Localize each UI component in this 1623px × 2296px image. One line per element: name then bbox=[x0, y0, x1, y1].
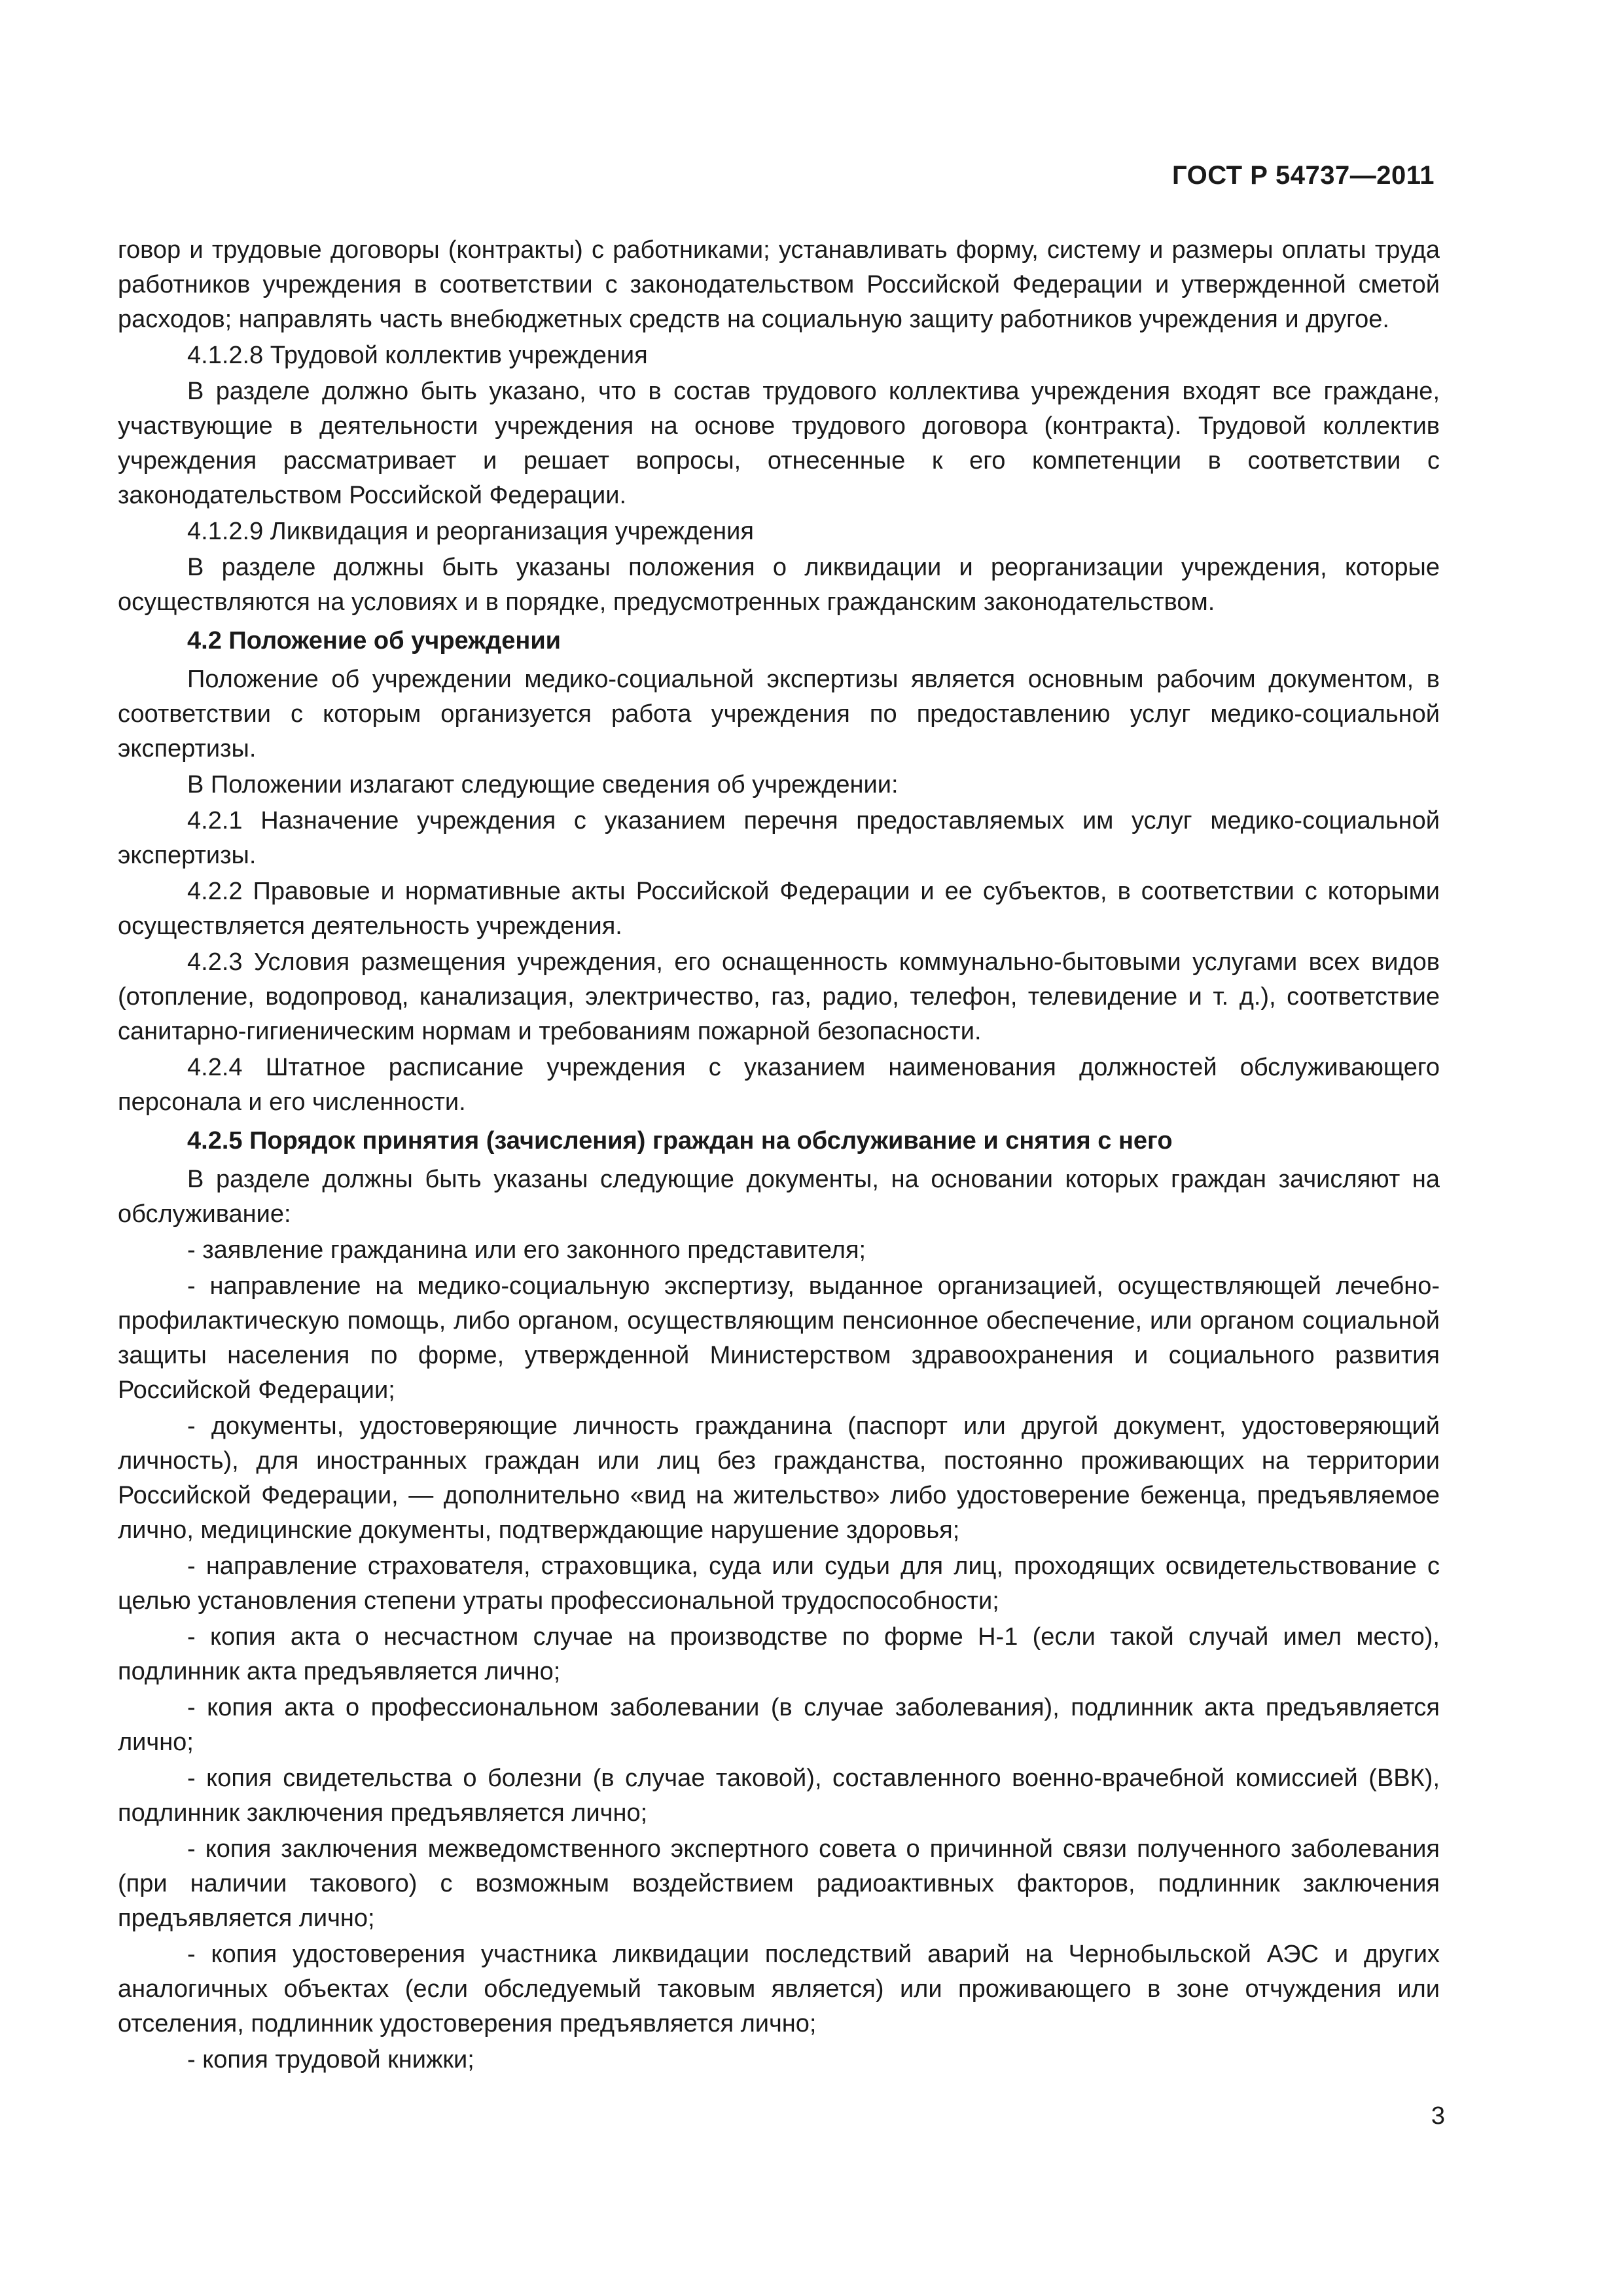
clause-4-2-1: 4.2.1 Назначение учреждения с указанием перечня предоставляемых им услуг медико-социальной экспертизы. bbox=[118, 807, 1440, 869]
clause-heading-4-2-5: 4.2.5 Порядок принятия (зачисления) граждан на обслуживание и снятия с него bbox=[187, 1127, 1173, 1155]
clause-4-2-4: 4.2.4 Штатное расписание учреждения с указанием наименования должностей обслуживающего персонала и его численности. bbox=[118, 1054, 1440, 1116]
list-item: - заявление гражданина или его законного представителя; bbox=[187, 1236, 866, 1264]
list-item: - документы, удостоверяющие личность гражданина (паспорт или другой документ, удостоверяющий личность), для иностранных граждан или лиц без гражданства, постоянно проживающих на территории Российской Федерации, — дополнительно «вид на жительство» либо удостоверение беженца, предъявляемое лично, медицинские документы, подтверждающие нарушение здоровья; bbox=[118, 1412, 1440, 1544]
list-item: - копия свидетельства о болезни (в случае таковой), составленного военно-врачебной комиссией (ВВК), подлинник заключения предъявляется лично; bbox=[118, 1765, 1440, 1827]
clause-heading-4-1-2-8: 4.1.2.8 Трудовой коллектив учреждения bbox=[187, 342, 648, 369]
list-item: - копия акта о несчастном случае на производстве по форме Н-1 (если такой случай имел место), подлинник акта предъявляется лично; bbox=[118, 1623, 1440, 1685]
clause-4-2-3: 4.2.3 Условия размещения учреждения, его оснащенность коммунально-бытовыми услугами всех видов (отопление, водопровод, канализация, электричество, газ, радио, телефон, телевидение и т. д.), соответствие санитарно-гигиеническим нормам и требованиям пожарной безопасности. bbox=[118, 948, 1440, 1045]
paragraph: В Положении излагают следующие сведения об учреждении: bbox=[187, 771, 899, 798]
clause-heading-4-1-2-9: 4.1.2.9 Ликвидация и реорганизация учреждения bbox=[187, 518, 754, 545]
list-item: - направление на медико-социальную экспертизу, выданное организацией, осуществляющей лечебно-профилактическую помощь, либо органом, осуществляющим пенсионное обеспечение, или органом социальной защиты населения по форме, утвержденной Министерством здравоохранения и социального развития Российской Федерации; bbox=[118, 1272, 1440, 1404]
clause-4-2-2: 4.2.2 Правовые и нормативные акты Российской Федерации и ее субъектов, в соответствии с которыми осуществляется деятельность учреждения. bbox=[118, 878, 1440, 940]
section-heading-4-2: 4.2 Положение об учреждении bbox=[187, 627, 562, 655]
document-body bbox=[118, 233, 1440, 2079]
paragraph-continuation: говор и трудовые договоры (контракты) с работниками; устанавливать форму, систему и размеры оплаты труда работников учреждения в соответствии с законодательством Российской Федерации и утвержденной сметой расходов; направлять часть внебюджетных средств на социальную защиту работников учреждения и другое. bbox=[118, 236, 1440, 333]
list-item: - копия акта о профессиональном заболевании (в случае заболевания), подлинник акта предъявляется лично; bbox=[118, 1694, 1440, 1756]
paragraph: В разделе должны быть указаны положения о ликвидации и реорганизации учреждения, которые осуществляются на условиях и в порядке, предусмотренных гражданским законодательством. bbox=[118, 554, 1440, 616]
page-number: 3 bbox=[1431, 2102, 1445, 2130]
list-item: - копия удостоверения участника ликвидации последствий аварий на Чернобыльской АЭС и других аналогичных объектах (если обследуемый таковым является) или проживающего в зоне отчуждения или отселения, подлинник удостоверения предъявляется лично; bbox=[118, 1941, 1440, 2037]
paragraph: Положение об учреждении медико-социальной экспертизы является основным рабочим документом, в соответствии с которым организуется работа учреждения по предоставлению услуг медико-социальной экспертизы. bbox=[118, 666, 1440, 762]
list-item: - копия заключения межведомственного экспертного совета о причинной связи полученного заболевания (при наличии такового) с возможным воздействием радиоактивных факторов, подлинник заключения предъявляется лично; bbox=[118, 1835, 1440, 1932]
paragraph: В разделе должны быть указаны следующие документы, на основании которых граждан зачисляют на обслуживание: bbox=[118, 1166, 1440, 1228]
paragraph: В разделе должно быть указано, что в состав трудового коллектива учреждения входят все граждане, участвующие в деятельности учреждения на основе трудового договора (контракта). Трудовой коллектив учреждения рассматривает и решает вопросы, отнесенные к его компетенции в соответствии с законодательством Российской Федерации. bbox=[118, 378, 1440, 509]
list-item: - направление страхователя, страховщика, суда или судьи для лиц, проходящих освидетельствование с целью установления степени утраты профессиональной трудоспособности; bbox=[118, 1552, 1440, 1615]
document-designation: ГОСТ Р 54737—2011 bbox=[1172, 161, 1435, 190]
list-item: - копия трудовой книжки; bbox=[187, 2046, 474, 2073]
